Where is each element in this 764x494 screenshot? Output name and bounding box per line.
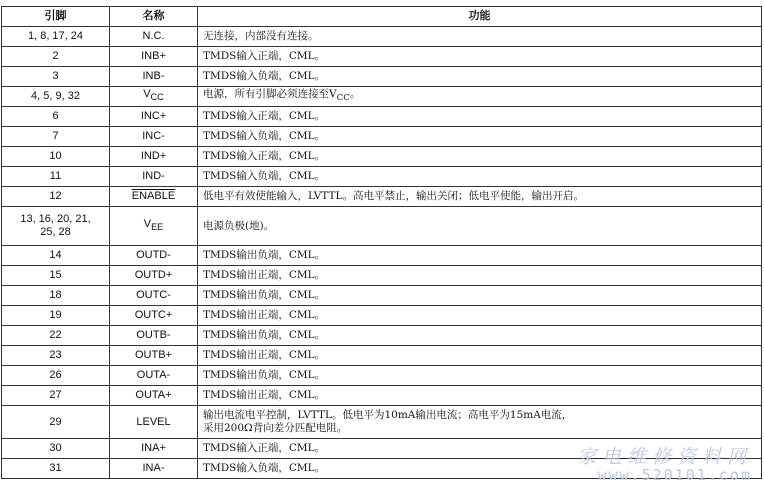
pin-cell: 10	[2, 147, 110, 167]
pin-cell: 15	[2, 266, 110, 286]
name-cell: INA-	[110, 459, 198, 479]
name-cell: OUTD-	[110, 246, 198, 266]
table-row	[2, 187, 762, 207]
header-function: 功能	[198, 7, 762, 27]
header-pin: 引脚	[2, 7, 110, 27]
name-cell: OUTB+	[110, 346, 198, 366]
name-cell: INA+	[110, 439, 198, 459]
table-row	[2, 67, 762, 87]
name-subscript: EE	[151, 222, 164, 233]
pin-cell: 14	[2, 246, 110, 266]
function-cell: 低电平有效使能输入，LVTTL。高电平禁止，输出关闭；低电平使能，输出开启。	[198, 187, 762, 207]
table-row	[2, 346, 762, 366]
pin-cell: 11	[2, 167, 110, 187]
name-subscript: CC	[150, 92, 164, 103]
watermark-url: www.520101.com	[597, 466, 752, 484]
watermark-title: 家电维修资料网	[576, 446, 752, 468]
table-row	[2, 107, 762, 127]
name-cell	[110, 207, 198, 246]
pin-line-2: 25, 28	[40, 226, 71, 238]
table-row	[2, 246, 762, 266]
function-cell: TMDS输入正端，CML。	[198, 147, 762, 167]
name-cell: OUTC-	[110, 286, 198, 306]
function-cell: TMDS输入正端，CML。	[198, 439, 762, 459]
pin-cell: 29	[2, 406, 110, 439]
pin-cell	[2, 207, 110, 246]
function-cell: TMDS输出正端，CML。	[198, 346, 762, 366]
table-row	[2, 386, 762, 406]
pin-cell: 31	[2, 459, 110, 479]
name-cell: N.C.	[110, 27, 198, 47]
name-cell: OUTA-	[110, 366, 198, 386]
function-subscript: CC	[336, 93, 350, 104]
function-cell: TMDS输出负端，CML。	[198, 246, 762, 266]
function-cell: TMDS输出负端，CML。	[198, 286, 762, 306]
function-cell: TMDS输入负端，CML。	[198, 167, 762, 187]
table-row	[2, 87, 762, 107]
name-main: V	[143, 88, 151, 101]
table-row	[2, 207, 762, 246]
pin-cell: 2	[2, 47, 110, 67]
table-row	[2, 127, 762, 147]
name-cell: INC+	[110, 107, 198, 127]
function-cell: TMDS输入正端，CML。	[198, 47, 762, 67]
function-cell: TMDS输入正端，CML。	[198, 107, 762, 127]
table-row	[2, 147, 762, 167]
name-cell: INC-	[110, 127, 198, 147]
name-cell: OUTD+	[110, 266, 198, 286]
pin-cell: 3	[2, 67, 110, 87]
pin-cell: 26	[2, 366, 110, 386]
function-cell: 电源负极(地)。	[198, 207, 762, 246]
function-cell	[198, 406, 762, 439]
table-row	[2, 27, 762, 47]
function-line-1: 输出电流电平控制，LVTTL。低电平为10mA输出电流；高电平为15mA电流，	[203, 409, 573, 421]
pin-cell: 30	[2, 439, 110, 459]
pin-cell: 18	[2, 286, 110, 306]
table-row	[2, 167, 762, 187]
name-cell: IND-	[110, 167, 198, 187]
pin-function-table	[1, 6, 762, 479]
pin-cell: 6	[2, 107, 110, 127]
function-cell: TMDS输入负端，CML。	[198, 67, 762, 87]
function-cell: TMDS输出正端，CML。	[198, 266, 762, 286]
function-cell: TMDS输入负端，CML。	[198, 459, 762, 479]
name-cell: ENABLE	[110, 187, 198, 207]
header-name: 名称	[110, 7, 198, 27]
table-row	[2, 439, 762, 459]
pin-cell: 1, 8, 17, 24	[2, 27, 110, 47]
name-main: V	[143, 217, 152, 230]
function-cell: TMDS输出正端，CML。	[198, 386, 762, 406]
name-cell: INB+	[110, 47, 198, 67]
pin-cell: 19	[2, 306, 110, 326]
pin-cell: 7	[2, 127, 110, 147]
name-cell: OUTA+	[110, 386, 198, 406]
function-cell: 无连接，内部没有连接。	[198, 27, 762, 47]
function-text: 电源，所有引脚必须连接至V	[203, 87, 337, 100]
function-cell	[198, 87, 762, 107]
function-tail: 。	[349, 87, 361, 100]
name-cell: LEVEL	[110, 406, 198, 439]
function-cell: TMDS输出负端，CML。	[198, 326, 762, 346]
table-row	[2, 459, 762, 479]
name-cell: OUTB-	[110, 326, 198, 346]
pin-cell: 23	[2, 346, 110, 366]
function-cell: TMDS输入负端，CML。	[198, 127, 762, 147]
table-row	[2, 366, 762, 386]
pin-cell: 12	[2, 187, 110, 207]
table-row	[2, 47, 762, 67]
function-cell: TMDS输出负端，CML。	[198, 366, 762, 386]
pin-cell: 27	[2, 386, 110, 406]
table-row	[2, 406, 762, 439]
table-row	[2, 326, 762, 346]
table-header-row	[2, 7, 762, 27]
table-row	[2, 266, 762, 286]
name-cell	[110, 87, 198, 107]
pin-line-1: 13, 16, 20, 21,	[20, 213, 91, 225]
name-cell: INB-	[110, 67, 198, 87]
function-cell: TMDS输出正端，CML。	[198, 306, 762, 326]
pin-cell: 4, 5, 9, 32	[2, 87, 110, 107]
name-cell: IND+	[110, 147, 198, 167]
table-row	[2, 286, 762, 306]
table-row	[2, 306, 762, 326]
function-line-2: 采用200Ω背向差分匹配电阻。	[203, 422, 348, 434]
pin-cell: 22	[2, 326, 110, 346]
name-cell: OUTC+	[110, 306, 198, 326]
